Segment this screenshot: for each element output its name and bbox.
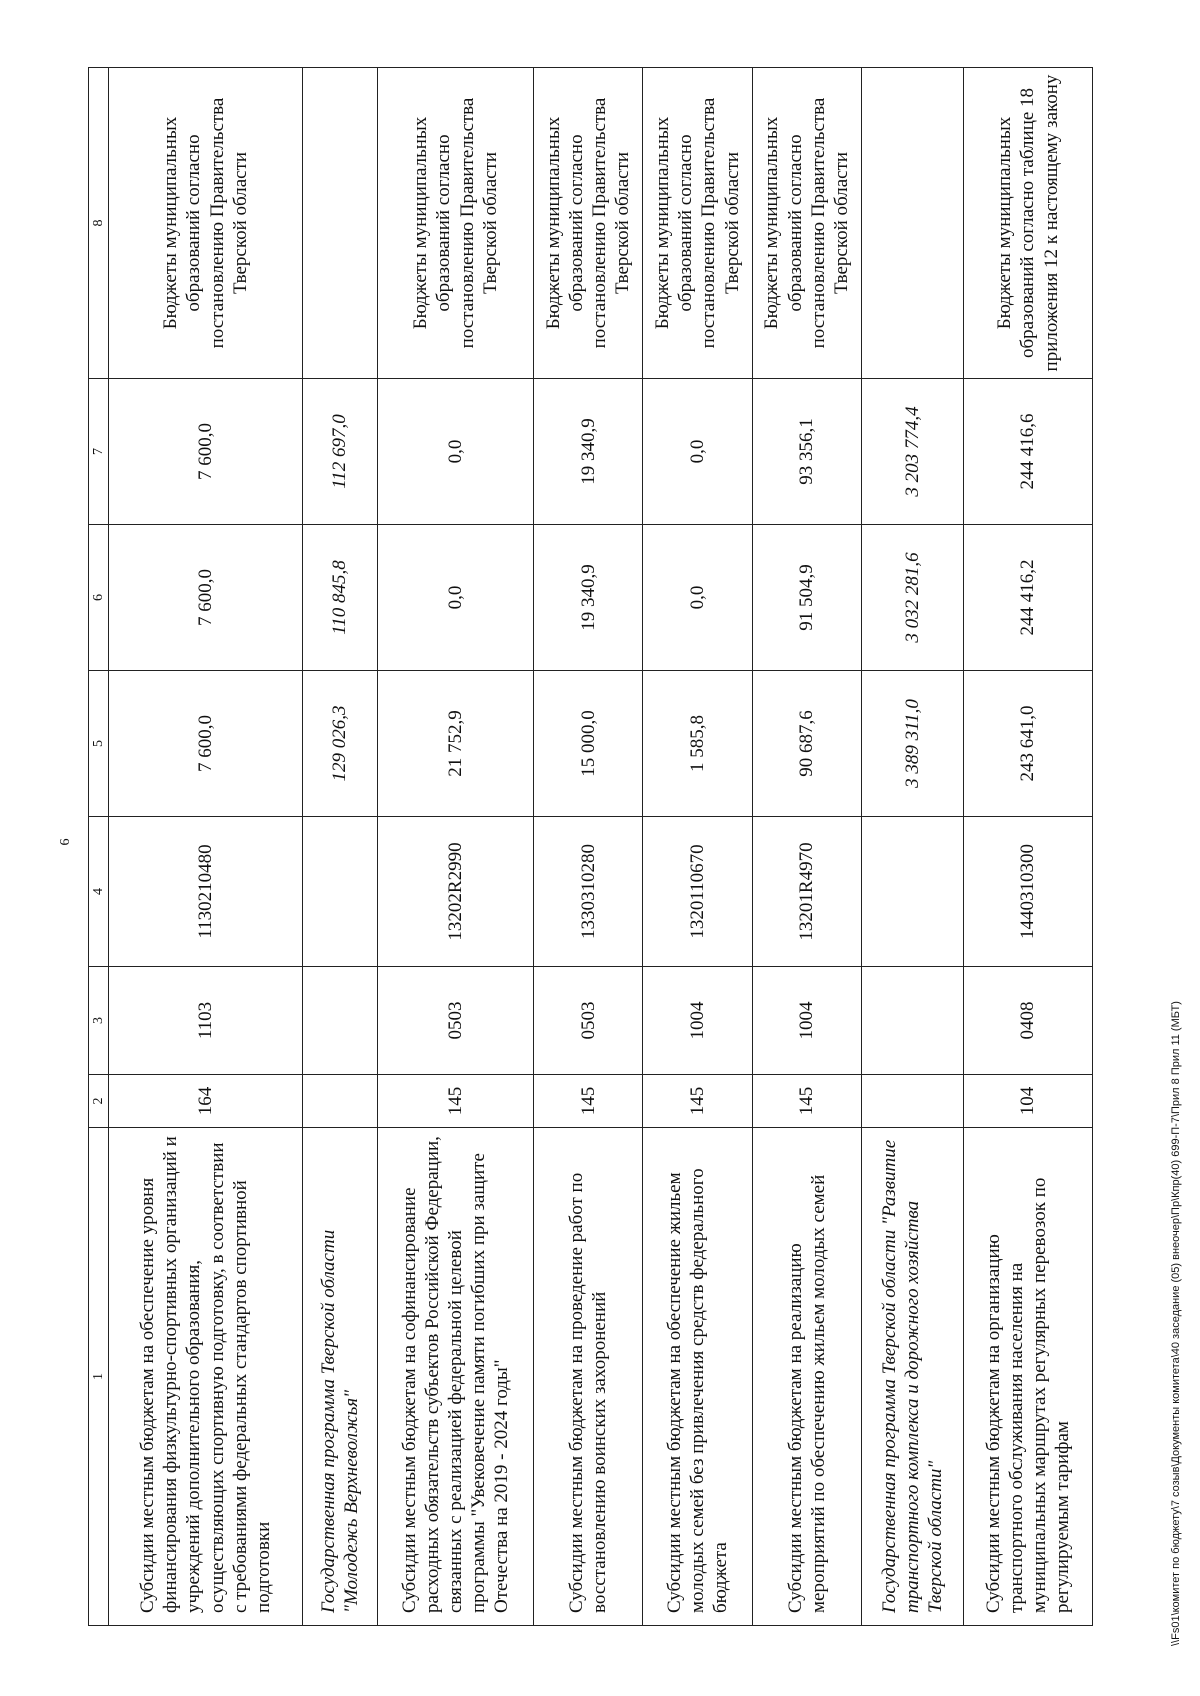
amount-col6-cell: 19 340,9 <box>533 525 642 671</box>
amount-col5-cell: 90 687,6 <box>752 671 861 817</box>
amount-col5-cell: 21 752,9 <box>378 671 534 817</box>
header-col-3: 3 <box>89 967 109 1075</box>
header-col-8: 8 <box>89 68 109 379</box>
recipient-note-cell: Бюджеты муниципальных образований согласно постановлению Правительства Тверской области <box>533 68 642 379</box>
recipient-note-cell: Бюджеты муниципальных образований согласно постановлению Правительства Тверской области <box>643 68 752 379</box>
recipient-note-cell: Бюджеты муниципальных образований согласно таблице 18 приложения 12 к настоящему закону <box>963 68 1092 379</box>
target-code-cell: 1330310280 <box>533 817 642 967</box>
amount-col7-cell: 3 203 774,4 <box>861 379 963 525</box>
amount-col5-cell: 3 389 311,0 <box>861 671 963 817</box>
recipient-note-cell <box>861 68 963 379</box>
grbs-cell: 104 <box>963 1075 1092 1128</box>
name-cell: Государственная программа Тверской области "Молодежь Верхневолжья" <box>302 1128 377 1626</box>
target-code-cell: 1130210480 <box>109 817 302 967</box>
section-cell: 0408 <box>963 967 1092 1075</box>
section-cell: 0503 <box>533 967 642 1075</box>
target-code-cell <box>861 817 963 967</box>
amount-col7-cell: 244 416,6 <box>963 379 1092 525</box>
header-col-6: 6 <box>89 525 109 671</box>
name-cell: Субсидии местным бюджетам на обеспечение уровня финансирования физкультурно-спортивных организаций и учреждений дополнительного образования, осуществляющих спортивную подготовку, в соответствии с требованиями федеральных стандартов спортивной подготовки <box>109 1128 302 1626</box>
amount-col5-cell: 243 641,0 <box>963 671 1092 817</box>
header-col-5: 5 <box>89 671 109 817</box>
grbs-cell: 145 <box>378 1075 534 1128</box>
table-row <box>643 68 752 1626</box>
recipient-note-cell: Бюджеты муниципальных образований согласно постановлению Правительства Тверской области <box>752 68 861 379</box>
amount-col6-cell: 3 032 281,6 <box>861 525 963 671</box>
header-col-7: 7 <box>89 379 109 525</box>
amount-col6-cell: 7 600,0 <box>109 525 302 671</box>
program-row <box>302 68 377 1626</box>
name-cell: Субсидии местным бюджетам на организацию транспортного обслуживания населения на муниципальных маршрутах регулярных перевозок по регулируемым тарифам <box>963 1128 1092 1626</box>
name-cell: Субсидии местным бюджетам на софинансирование расходных обязательств субъектов Российской Федерации, связанных с реализацией федеральной целевой программы "Увековечение памяти погибших при защите Отечества на 2019 - 2024 годы" <box>378 1128 534 1626</box>
name-cell: Государственная программа Тверской области "Развитие транспортного комплекса и дорожного хозяйства Тверской области" <box>861 1128 963 1626</box>
amount-col5-cell: 1 585,8 <box>643 671 752 817</box>
target-code-cell: 13202R2990 <box>378 817 534 967</box>
table-row <box>378 68 534 1626</box>
grbs-cell: 145 <box>643 1075 752 1128</box>
subsidies-table <box>88 67 1093 1626</box>
table-row <box>752 68 861 1626</box>
table-row <box>109 68 302 1626</box>
name-cell: Субсидии местным бюджетам на реализацию мероприятий по обеспечению жильем молодых семей <box>752 1128 861 1626</box>
recipient-note-cell: Бюджеты муниципальных образований согласно постановлению Правительства Тверской области <box>378 68 534 379</box>
grbs-cell: 145 <box>752 1075 861 1128</box>
amount-col5-cell: 7 600,0 <box>109 671 302 817</box>
target-code-cell: 1320110670 <box>643 817 752 967</box>
name-cell: Субсидии местным бюджетам на проведение работ по восстановлению воинских захоронений <box>533 1128 642 1626</box>
header-col-1: 1 <box>89 1128 109 1626</box>
header-col-4: 4 <box>89 817 109 967</box>
amount-col7-cell: 93 356,1 <box>752 379 861 525</box>
amount-col6-cell: 0,0 <box>643 525 752 671</box>
section-cell: 1004 <box>643 967 752 1075</box>
rotated-table-container <box>88 68 1093 1626</box>
footer-file-path: \\Fs01\комитет по бюджету\7 созыв\Документы комитета\40 заседание (05) внеочер\Пр\Кпр(40) 699-П-7\Прил 8 Прил 11 (МБТ) <box>1170 1001 1182 1646</box>
section-cell: 0503 <box>378 967 534 1075</box>
amount-col7-cell: 19 340,9 <box>533 379 642 525</box>
recipient-note-cell <box>302 68 377 379</box>
grbs-cell <box>302 1075 377 1128</box>
section-cell <box>302 967 377 1075</box>
grbs-cell: 145 <box>533 1075 642 1128</box>
page-number: 6 <box>58 838 73 846</box>
amount-col7-cell: 0,0 <box>378 379 534 525</box>
section-cell <box>861 967 963 1075</box>
header-row <box>89 68 109 1626</box>
amount-col6-cell: 110 845,8 <box>302 525 377 671</box>
amount-col6-cell: 0,0 <box>378 525 534 671</box>
grbs-cell <box>861 1075 963 1128</box>
header-col-2: 2 <box>89 1075 109 1128</box>
grbs-cell: 164 <box>109 1075 302 1128</box>
target-code-cell: 13201R4970 <box>752 817 861 967</box>
name-cell: Субсидии местным бюджетам на обеспечение жильем молодых семей без привлечения средств федерального бюджета <box>643 1128 752 1626</box>
amount-col7-cell: 112 697,0 <box>302 379 377 525</box>
target-code-cell <box>302 817 377 967</box>
recipient-note-cell: Бюджеты муниципальных образований согласно постановлению Правительства Тверской области <box>109 68 302 379</box>
section-cell: 1004 <box>752 967 861 1075</box>
amount-col5-cell: 129 026,3 <box>302 671 377 817</box>
amount-col6-cell: 244 416,2 <box>963 525 1092 671</box>
amount-col7-cell: 7 600,0 <box>109 379 302 525</box>
table-row <box>963 68 1092 1626</box>
section-cell: 1103 <box>109 967 302 1075</box>
amount-col7-cell: 0,0 <box>643 379 752 525</box>
amount-col6-cell: 91 504,9 <box>752 525 861 671</box>
table-row <box>533 68 642 1626</box>
program-row <box>861 68 963 1626</box>
target-code-cell: 1440310300 <box>963 817 1092 967</box>
amount-col5-cell: 15 000,0 <box>533 671 642 817</box>
